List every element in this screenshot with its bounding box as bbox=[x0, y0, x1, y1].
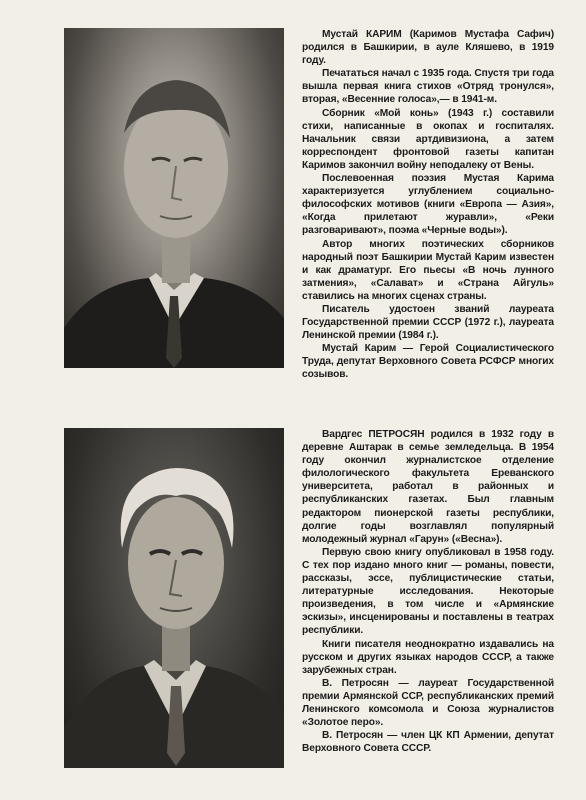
petrosyan-paragraph: Первую свою книгу опубликовал в 1958 году. С тех пор издано много книг — романы, повести, рассказы, эссе, публицистические статьи, литературные исследования. Некоторые произведения, в том числе и «Армянские эскизы», инсценированы и поставлены в театрах республики. bbox=[302, 546, 554, 637]
portrait-karim bbox=[64, 28, 284, 368]
karim-biography bbox=[302, 28, 554, 382]
karim-paragraph: Мустай КАРИМ (Каримов Мустафа Сафич) родился в Башкирии, в ауле Кляшево, в 1919 году. bbox=[302, 29, 554, 67]
petrosyan-biography bbox=[302, 428, 554, 755]
petrosyan-paragraph: Книги писателя неоднократно издавались на русском и других языках народов СССР, а также зарубежных стран. bbox=[302, 638, 554, 676]
petrosyan-paragraph: Вардгес ПЕТРОСЯН родился в 1932 году в деревне Аштарак в семье земледельца. В 1954 году окончил журналистское отделение филологического факультета Ереванского университета, работал в районных и республиканских газетах. Был главным редактором пионерской газеты республики, долгие годы возглавлял популярный молодежный журнал «Гарун» («Весна»). bbox=[302, 429, 554, 545]
karim-paragraph: Послевоенная поэзия Мустая Карима характеризуется углублением социально-философских мотивов (книги «Европа — Азия», «Когда прилетают журавли», «Реки разговаривают», поэма «Черные воды»). bbox=[302, 173, 554, 237]
karim-paragraph: Сборник «Мой конь» (1943 г.) составили стихи, написанные в окопах и госпиталях. Начальник связи артдивизиона, а затем корреспондент фронтовой газеты капитан Каримов закончил войну неподалеку от Вены. bbox=[302, 107, 554, 171]
karim-paragraph: Автор многих поэтических сборников народный поэт Башкирии Мустай Карим известен и как драматург. Его пьесы «В ночь лунного затмения», «Салават» и «Страна Айгуль» ставились на многих сценах страны. bbox=[302, 238, 554, 302]
portrait-petrosyan-drawing bbox=[64, 428, 284, 768]
petrosyan-paragraph: В. Петросян — член ЦК КП Армении, депутат Верховного Совета СССР. bbox=[302, 730, 554, 755]
karim-paragraph: Писатель удостоен званий лауреата Государственной премии СССР (1972 г.), лауреата Ленинской премии (1984 г.). bbox=[302, 303, 554, 342]
portrait-petrosyan bbox=[64, 428, 284, 768]
karim-paragraph: Печататься начал с 1935 года. Спустя три года вышла первая книга стихов «Отряд тронулся», вторая, «Весенние голоса»,— в 1941-м. bbox=[302, 68, 554, 106]
karim-paragraph: Мустай Карим — Герой Социалистического Труда, депутат Верховного Совета РСФСР многих созывов. bbox=[302, 343, 554, 381]
petrosyan-paragraph: В. Петросян — лауреат Государственной премии Армянской ССР, республиканских премий Ленинского комсомола и Союза журналистов «Золотое перо». bbox=[302, 677, 554, 729]
portrait-karim-drawing bbox=[64, 28, 284, 368]
